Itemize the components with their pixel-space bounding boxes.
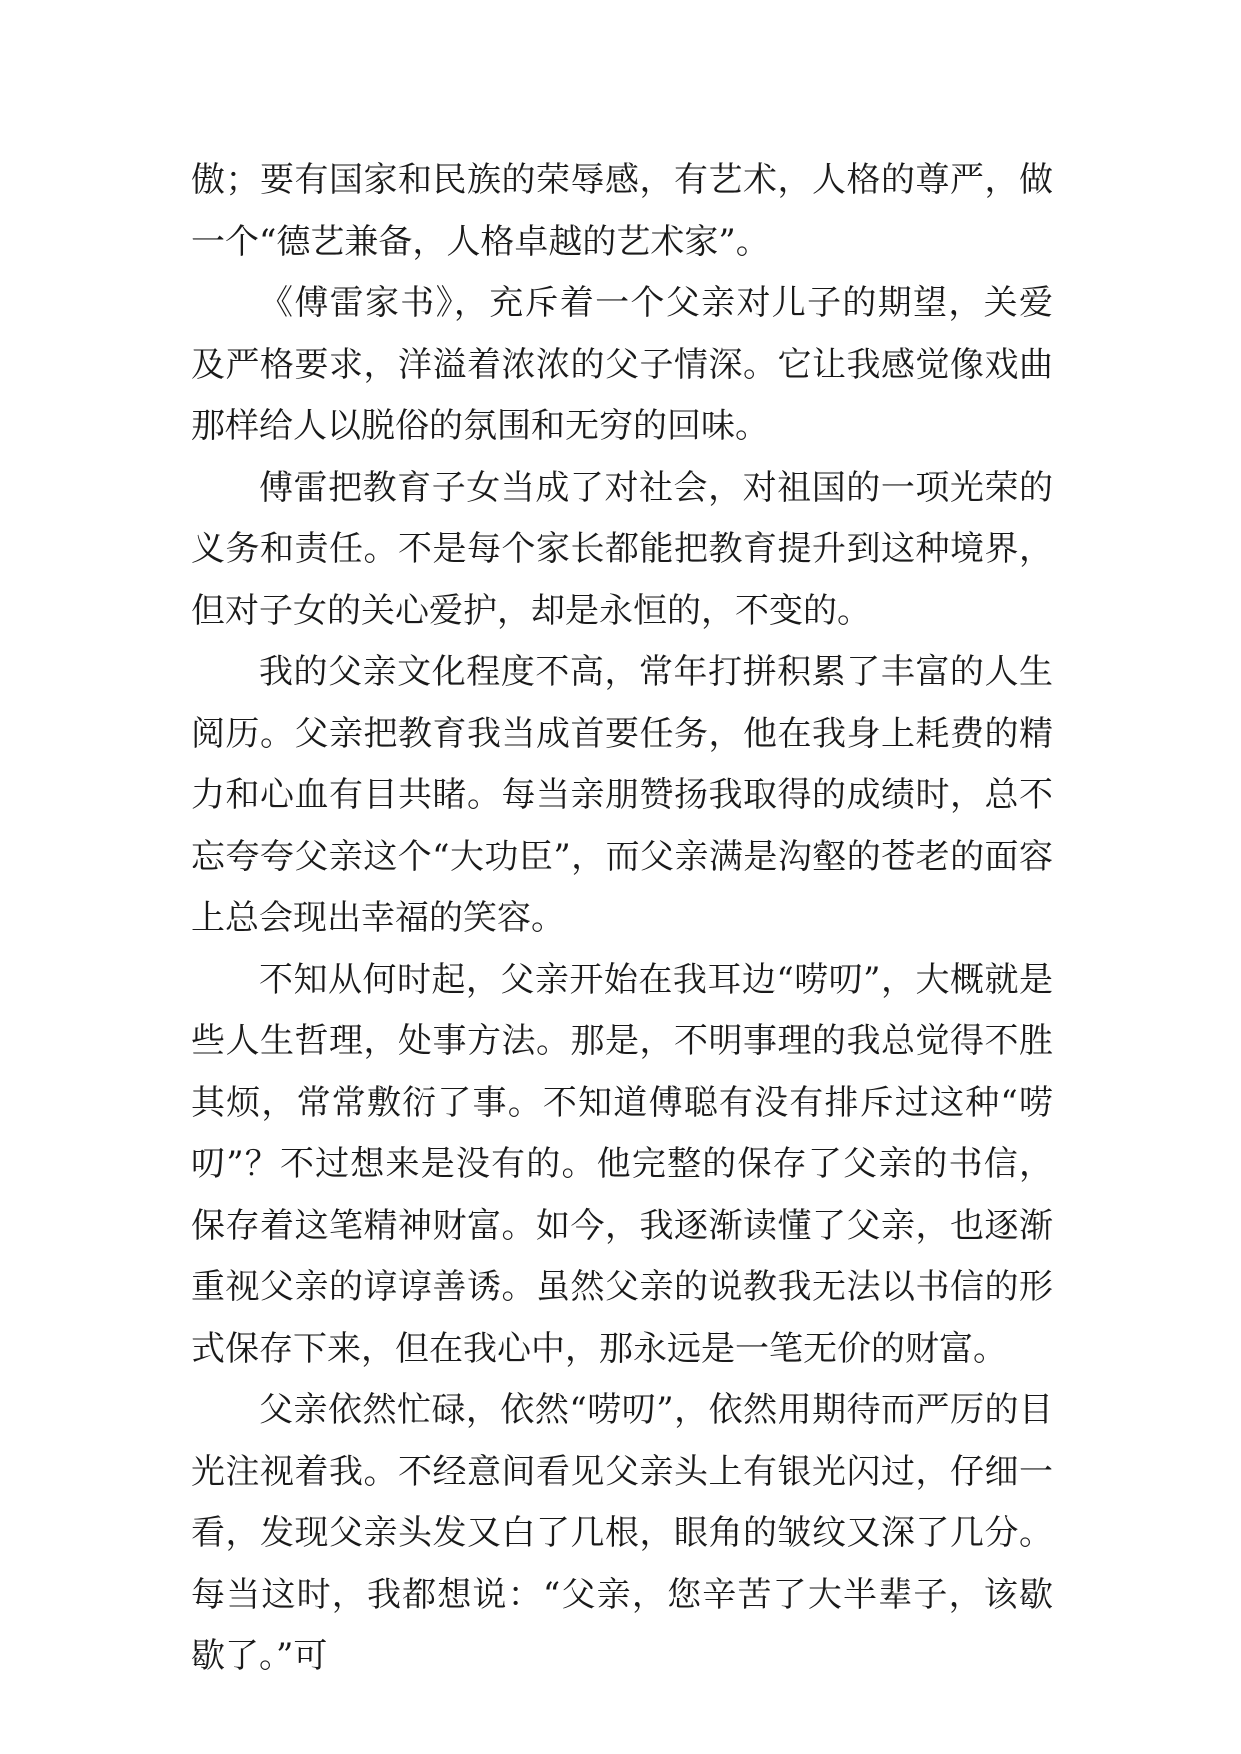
- paragraph-3: 傅雷把教育子女当成了对社会，对祖国的一项光荣的义务和责任。不是每个家长都能把教育提升到这种境界，但对子女的关心爱护，却是永恒的，不变的。: [191, 467, 1053, 631]
- document-body: [191, 150, 1053, 1688]
- paragraph-2: 《傅雷家书》，充斥着一个父亲对儿子的期望，关爱及严格要求，洋溢着浓浓的父子情深。它让我感觉像戏曲那样给人以脱俗的氛围和无穷的回味。: [191, 283, 1053, 446]
- paragraph-4: 我的父亲文化程度不高，常年打拼积累了丰富的人生阅历。父亲把教育我当成首要任务，他在我身上耗费的精力和心血有目共睹。每当亲朋赞扬我取得的成绩时，总不忘夸夸父亲这个“大功臣”，而父亲满是沟壑的苍老的面容上总会现出幸福的笑容。: [191, 652, 1053, 938]
- paragraph-6: 父亲依然忙碌，依然“唠叨”，依然用期待而严厉的目光注视着我。不经意间看见父亲头上有银光闪过，仔细一看，发现父亲头发又白了几根，眼角的皱纹又深了几分。每当这时，我都想说：“父亲，您辛苦了大半辈子，该歇歇了。”可: [191, 1390, 1053, 1676]
- paragraph-1: 傲；要有国家和民族的荣辱感，有艺术，人格的尊严，做一个“德艺兼备，人格卓越的艺术家”。: [191, 160, 1053, 262]
- paragraph-5: 不知从何时起，父亲开始在我耳边“唠叨”，大概就是些人生哲理，处事方法。那是，不明事理的我总觉得不胜其烦，常常敷衍了事。不知道傅聪有没有排斥过这种“唠叨”？不过想来是没有的。他完整的保存了父亲的书信，保存着这笔精神财富。如今，我逐渐读懂了父亲，也逐渐重视父亲的谆谆善诱。虽然父亲的说教我无法以书信的形式保存下来，但在我心中，那永远是一笔无价的财富。: [191, 959, 1053, 1369]
